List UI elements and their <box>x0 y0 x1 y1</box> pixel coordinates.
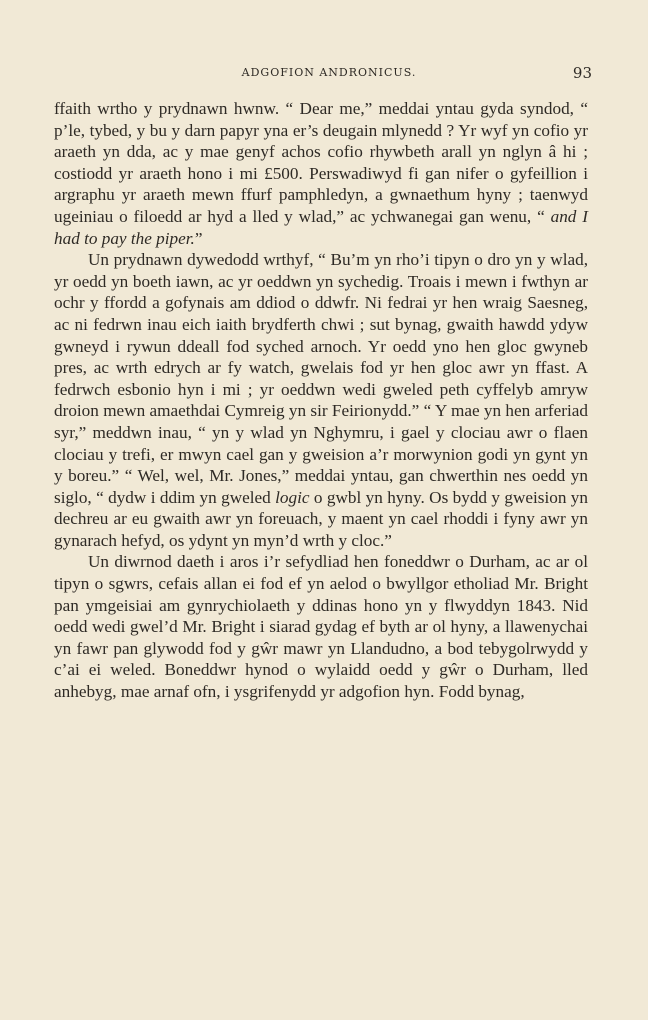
paragraph-1-text: ffaith wrtho y prydnawn hwnw. “ Dear me,” meddai yntau gyda syndod, “ p’le, tybed, y bu y darn papyr yna er’s deugain mlynedd ? Yr wyf yn cofio yr araeth yn dda, ac y mae genyf achos cofio rhywbeth arall yn nglyn â hi ; costiodd yr araeth hono i mi £500. Perswadiwyd fi gan nifer o gyfeillion i argraphu yr araeth mewn ffurf pamphledyn, a gwnaethum hyny ; taenwyd ugeiniau o filoedd ar hyd a lled y wlad,” ac ychwanegai gan wenu, “ <box>54 99 588 226</box>
paragraph-2 <box>54 249 588 551</box>
paragraph-1 <box>54 98 588 249</box>
paragraph-2-italic: logic <box>275 487 310 507</box>
page-header <box>56 66 592 86</box>
paragraph-2-text: Un prydnawn dywedodd wrthyf, “ Bu’m yn rho’i tipyn o dro yn y wlad, yr oedd yn boeth iawn, ac yr oeddwn yn sychedig. Troais i mewn i fwthyn ar ochr y ffordd a gofynais am ddiod o ddwfr. Ni fedrai yr hen wraig Saesneg, ac ni fedrwn inau eich iaith brydferth chwi ; sut bynag, gwaith hawdd ydyw gwneyd i rywun ddeall fod syched arnoch. Yr oedd yno hen gloc gwyneb pres, ac wrth edrych ar fy watch, gwelais fod yr hen gloc awr yn ffast. A fedrwch esbonio hyn i mi ; yr oeddwn wedi gweled peth cyffelyb amryw droion mewn amaethdai Cymreig yn sir Feirionydd.” “ Y mae yn hen arferiad syr,” meddwn inau, “ yn y wlad yn Nghymru, i gael y clociau awr o flaen clociau y trefi, er mwyn cael gan y gweision a’r morwynion godi yn gynt yn y boreu.” “ Wel, wel, Mr. Jones,” meddai yntau, gan chwerthin nes oedd yn siglo, “ dydw i ddim yn gweled <box>54 250 588 507</box>
paragraph-1-italic: and I had to pay the piper. <box>54 206 588 248</box>
body-text <box>54 98 588 703</box>
paragraph-3: Un diwrnod daeth i aros i’r sefydliad hen foneddwr o Durham, ac ar ol tipyn o sgwrs, cefais allan ei fod ef yn aelod o bwyllgor etholiad Mr. Bright pan ymgeisiai am gynrychiolaeth y ddinas hono yn y flwyddyn 1843. Nid oedd wedi gwel’d Mr. Bright i siarad gydag ef byth ar ol hyny, a llawenychai yn fawr pan glywodd fod y gŵr mawr yn Llandudno, a bod tebygolrwydd y c’ai ei weled. Boneddwr hynod o wylaidd oedd y gŵr o Durham, lled anhebyg, mae arnaf ofn, i ysgrifenydd yr adgofion hyn. Fodd bynag, <box>54 552 588 702</box>
running-title: ADGOFION ANDRONICUS. <box>241 66 417 79</box>
paragraph-1-end: ” <box>194 228 203 248</box>
page-number: 93 <box>572 64 592 82</box>
paragraph-2-end: o gwbl yn hyny. Os bydd y gweision yn dechreu ar eu gwaith awr yn foreuach, y maent yn cael rhoddi i fyny awr yn gynarach hefyd, os ydynt yn myn’d wrth y cloc.” <box>54 487 588 550</box>
